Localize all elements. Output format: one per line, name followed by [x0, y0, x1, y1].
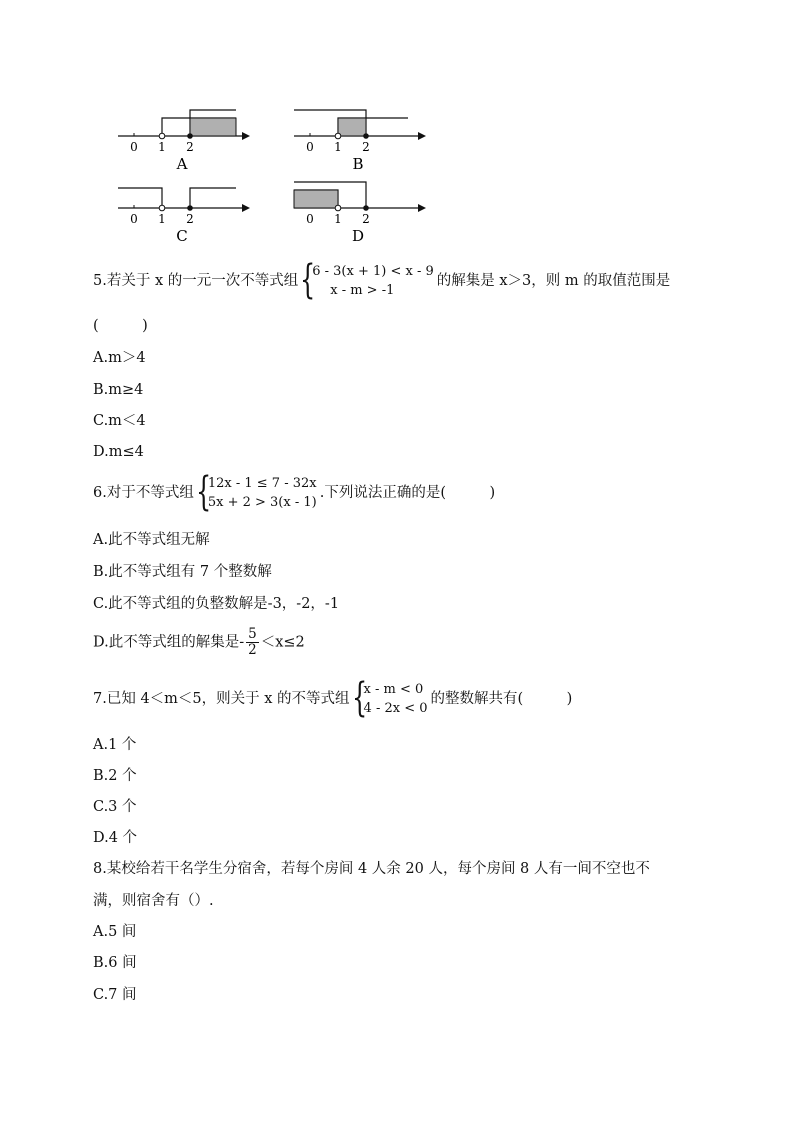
- q6-line2: 5x + 2 > 3(x - 1): [207, 495, 317, 510]
- q6-option-d-prefix: D.此不等式组的解集是-: [93, 634, 245, 651]
- q7-stem: [93, 675, 573, 721]
- q6-option-b: B.此不等式组有 7 个整数解: [93, 564, 272, 580]
- figure-b: [294, 110, 426, 173]
- q7-system: { x - m < 0 4 - 2x < 0: [351, 675, 428, 721]
- svg-text:0: 0: [306, 212, 314, 226]
- q5-stem: [93, 257, 671, 303]
- q8-stem-line1: 8.某校给若干名学生分宿舍，若每个房间 4 人余 20 人，每个房间 8 人有一间不空也不: [93, 861, 650, 877]
- fraction-numerator: 5: [248, 626, 257, 642]
- q5-option-b: B.m≥4: [93, 382, 144, 398]
- q5-line1: 6 - 3(x + 1) < x - 9: [312, 264, 434, 279]
- q5-suffix: 的解集是 x＞3，则 m 的取值范围是: [436, 273, 671, 289]
- q6-suffix: .下列说法正确的是( ): [319, 485, 496, 501]
- q5-line2: x - m > -1: [330, 283, 395, 298]
- svg-text:0: 0: [130, 212, 138, 226]
- q5-paren: ( ): [93, 318, 148, 334]
- label-c: C: [176, 227, 188, 245]
- q7-option-d: D.4 个: [93, 830, 138, 846]
- q7-option-a: A.1 个: [93, 737, 137, 753]
- svg-text:1: 1: [158, 212, 166, 226]
- q6-line1: 12x - 1 ≤ 7 - 32x: [207, 476, 317, 491]
- q6-option-c: C.此不等式组的负整数解是-3，-2，-1: [93, 596, 340, 612]
- q6-system: { 12x - 1 ≤ 7 - 32x 5x + 2 > 3(x - 1): [195, 469, 317, 515]
- tick-2: 2: [186, 140, 194, 154]
- number-line-svg: [110, 96, 440, 246]
- label-b: B: [352, 155, 364, 173]
- svg-text:2: 2: [362, 140, 370, 154]
- svg-text:1: 1: [334, 140, 342, 154]
- fraction: [246, 627, 259, 658]
- q7-line2: 4 - 2x < 0: [363, 701, 428, 716]
- q5-system: { 6 - 3(x + 1) < x - 9 x - m > -1: [300, 257, 434, 303]
- figure-a: [118, 110, 250, 173]
- q8-option-a: A.5 间: [93, 924, 137, 940]
- svg-text:2: 2: [362, 212, 370, 226]
- svg-text:1: 1: [334, 212, 342, 226]
- q6-option-a: A.此不等式组无解: [93, 532, 210, 548]
- q7-suffix: 的整数解共有( ): [430, 691, 573, 707]
- tick-1: 1: [158, 140, 166, 154]
- q8-option-b: B.6 间: [93, 955, 137, 971]
- fraction-denominator: 2: [248, 642, 257, 658]
- q5-option-a: A.m＞4: [93, 350, 146, 366]
- q8-option-c: C.7 间: [93, 987, 137, 1003]
- label-d: D: [351, 227, 365, 245]
- q8-stem-line2: 满，则宿舍有（）.: [93, 893, 214, 909]
- q7-prefix: 7.已知 4＜m＜5，则关于 x 的不等式组: [93, 691, 350, 707]
- q6-option-d-suffix: ＜x≤2: [260, 634, 305, 651]
- tick-0: 0: [130, 140, 138, 154]
- label-a: A: [176, 155, 188, 173]
- svg-text:0: 0: [306, 140, 314, 154]
- svg-text:2: 2: [186, 212, 194, 226]
- q6-prefix: 6.对于不等式组: [93, 485, 194, 501]
- q6-stem: [93, 469, 496, 515]
- q5-prefix: 5.若关于 x 的一元一次不等式组: [93, 273, 299, 289]
- figure-d: [294, 182, 426, 245]
- q7-line1: x - m < 0: [363, 682, 424, 697]
- q6-option-d: [93, 627, 305, 658]
- number-line-figures: [110, 96, 440, 246]
- figure-c: [118, 188, 250, 245]
- q5-option-d: D.m≤4: [93, 444, 144, 460]
- q7-option-c: C.3 个: [93, 799, 137, 815]
- q5-option-c: C.m＜4: [93, 413, 146, 429]
- q7-option-b: B.2 个: [93, 768, 137, 784]
